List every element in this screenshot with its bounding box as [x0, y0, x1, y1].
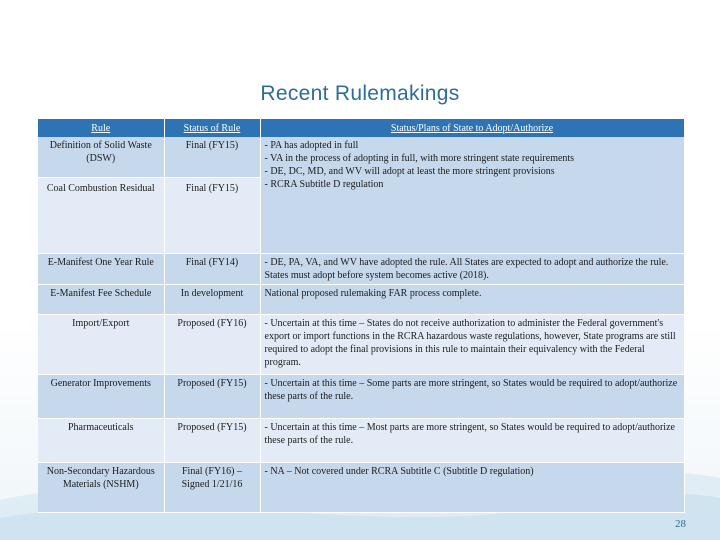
rule-cell: Definition of Solid Waste (DSW): [38, 137, 164, 177]
rule-cell: Import/Export: [38, 314, 164, 374]
rule-cell: Non-Secondary Hazardous Materials (NSHM): [38, 462, 164, 512]
status-cell: Proposed (FY15): [164, 374, 260, 418]
page-number: 28: [675, 518, 686, 530]
plan-text: - PA has adopted in full - VA in the process of adopting in full, with more stringent state requirements - DE, DC, MD, and WV will adopt at least the more stringent provisions: [264, 140, 575, 177]
status-cell: Proposed (FY15): [164, 418, 260, 462]
rule-cell: E-Manifest Fee Schedule: [38, 284, 164, 314]
table-row: [38, 137, 684, 177]
rule-cell: Coal Combustion Residual: [38, 177, 164, 253]
table-row: [38, 374, 684, 418]
plan-cell: - Uncertain at this time – Most parts are more stringent, so States would be required to adopt/authorize these parts of the rule.: [260, 418, 684, 462]
table-row: [38, 462, 684, 512]
status-cell: In development: [164, 284, 260, 314]
rule-cell: Pharmaceuticals: [38, 418, 164, 462]
table-row: [38, 284, 684, 314]
rulemakings-table: [38, 119, 685, 513]
plan-cell: - Uncertain at this time – Some parts are more stringent, so States would be required to adopt/authorize these parts of the rule.: [260, 374, 684, 418]
header-status-of-rule: Status of Rule: [164, 119, 260, 137]
status-cell: Final (FY15): [164, 177, 260, 253]
slide-title: Recent Rulemakings: [260, 82, 460, 105]
plan-cell: - NA – Not covered under RCRA Subtitle C (Subtitle D regulation): [260, 462, 684, 512]
status-cell: Final (FY15): [164, 137, 260, 177]
rule-cell: Generator Improvements: [38, 374, 164, 418]
rule-cell: E-Manifest One Year Rule: [38, 253, 164, 284]
status-cell: Final (FY14): [164, 253, 260, 284]
plan-cell: [260, 137, 684, 253]
table-row: [38, 314, 684, 374]
header-rule: Rule: [38, 119, 164, 137]
plan-cell: National proposed rulemaking FAR process complete.: [260, 284, 684, 314]
header-state-plans: Status/Plans of State to Adopt/Authorize: [260, 119, 684, 137]
table-row: [38, 418, 684, 462]
plan-text: - RCRA Subtitle D regulation: [264, 179, 384, 190]
plan-cell: - DE, PA, VA, and WV have adopted the rule. All States are expected to adopt and authorize the rule. States must adopt before system becomes active (2018).: [260, 253, 684, 284]
table-header-row: [38, 119, 684, 137]
plan-cell: - Uncertain at this time – States do not receive authorization to administer the Federal government's export or import functions in the RCRA hazardous waste regulations, however, State programs are still required to adopt the final provisions in this rule to maintain their equivalency with the Federal program.: [260, 314, 684, 374]
status-cell: Proposed (FY16): [164, 314, 260, 374]
table-row: [38, 253, 684, 284]
status-cell: Final (FY16) – Signed 1/21/16: [164, 462, 260, 512]
